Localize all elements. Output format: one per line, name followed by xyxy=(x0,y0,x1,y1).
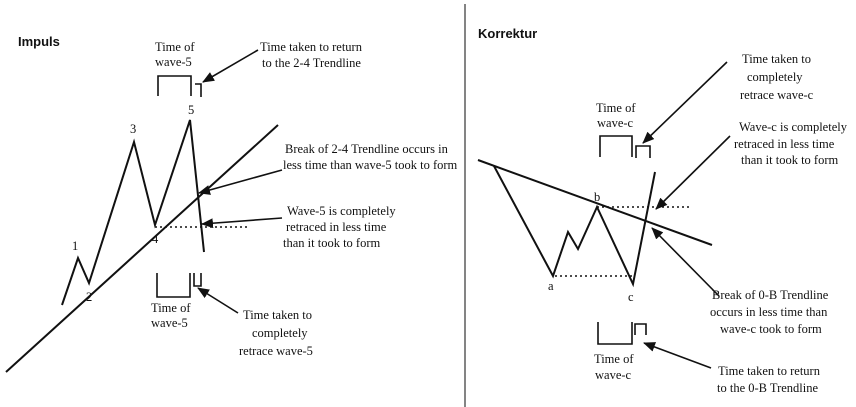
wave-label-a: a xyxy=(548,279,554,293)
retrace-duration-bracket-top xyxy=(636,146,650,158)
ann-return-line2: to the 2-4 Trendline xyxy=(262,56,361,70)
ann-c-return-line1: Time taken to return xyxy=(718,364,820,378)
ann-c-retrace-time-line2: completely xyxy=(747,70,803,84)
ann-c-break-line1: Break of 0-B Trendline xyxy=(712,288,829,302)
impuls-panel xyxy=(6,34,458,372)
time-of-wave5-top-label-line1: Time of xyxy=(155,40,195,54)
time-of-wavec-bottom-label-line2: wave-c xyxy=(595,368,632,382)
time-of-wave5-bottom-label-line2: wave-5 xyxy=(151,316,188,330)
ann-retraced-line1: Wave-5 is completely xyxy=(287,204,396,218)
correction-wave-path xyxy=(494,166,655,284)
arrow-return-time xyxy=(203,50,258,82)
ann-c-retrace-time-line1: Time taken to xyxy=(742,52,811,66)
retrace-duration-bracket-bottom xyxy=(194,273,201,286)
ann-c-retraced-line2: retraced in less time xyxy=(734,137,835,151)
time-of-wavec-top-label-line2: wave-c xyxy=(597,116,634,130)
arrow-c-return-time xyxy=(644,343,711,368)
wave-label-c: c xyxy=(628,290,634,304)
time-of-wavec-top-label-line1: Time of xyxy=(596,101,636,115)
arrow-c-retraced xyxy=(656,136,730,209)
wavec-duration-bracket-top xyxy=(600,136,632,157)
ann-c-retraced-line1: Wave-c is completely xyxy=(739,120,847,134)
return-duration-bracket-top xyxy=(195,84,201,97)
return-duration-bracket-bottom xyxy=(635,324,646,335)
arrow-retrace-time xyxy=(198,288,238,313)
wave5-duration-bracket-bottom xyxy=(157,273,190,297)
ann-c-retraced-line3: than it took to form xyxy=(741,153,839,167)
korrektur-panel xyxy=(478,26,848,395)
trendline-2-4 xyxy=(6,125,278,372)
wave5-duration-bracket-top xyxy=(158,76,191,96)
wave-label-2: 2 xyxy=(86,290,93,304)
ann-c-retrace-time-line3: retrace wave-c xyxy=(740,88,814,102)
korrektur-title: Korrektur xyxy=(478,26,538,41)
time-of-wave5-top-label-line2: wave-5 xyxy=(155,55,192,69)
arrow-wave5-retraced xyxy=(202,218,282,224)
ann-c-break-line3: wave-c took to form xyxy=(720,322,822,336)
ann-break-line2: less time than wave-5 took to form xyxy=(283,158,458,172)
ann-retrace-time-line2: completely xyxy=(252,326,308,340)
wave-label-3: 3 xyxy=(130,122,137,136)
ann-return-line1: Time taken to return xyxy=(260,40,362,54)
arrow-break-trendline xyxy=(199,170,282,193)
time-of-wave5-bottom-label-line1: Time of xyxy=(151,301,191,315)
arrow-c-break-trendline xyxy=(652,228,719,296)
wave-label-4: 4 xyxy=(152,232,159,246)
arrow-c-retrace-time xyxy=(643,62,727,143)
wavec-duration-bracket-bottom xyxy=(598,322,632,344)
impuls-title: Impuls xyxy=(18,34,60,49)
ann-break-line1: Break of 2-4 Trendline occurs in xyxy=(285,142,448,156)
ann-retraced-line3: than it took to form xyxy=(283,236,381,250)
ann-retrace-time-line1: Time taken to xyxy=(243,308,312,322)
wave-label-5: 5 xyxy=(188,103,195,117)
ann-retrace-time-line3: retrace wave-5 xyxy=(239,344,313,358)
ann-retraced-line2: retraced in less time xyxy=(286,220,387,234)
time-of-wavec-bottom-label-line1: Time of xyxy=(594,352,634,366)
ann-c-return-line2: to the 0-B Trendline xyxy=(717,381,819,395)
wave-label-1: 1 xyxy=(72,239,79,253)
wave-label-b: b xyxy=(594,190,601,204)
ann-c-break-line2: occurs in less time than xyxy=(710,305,828,319)
